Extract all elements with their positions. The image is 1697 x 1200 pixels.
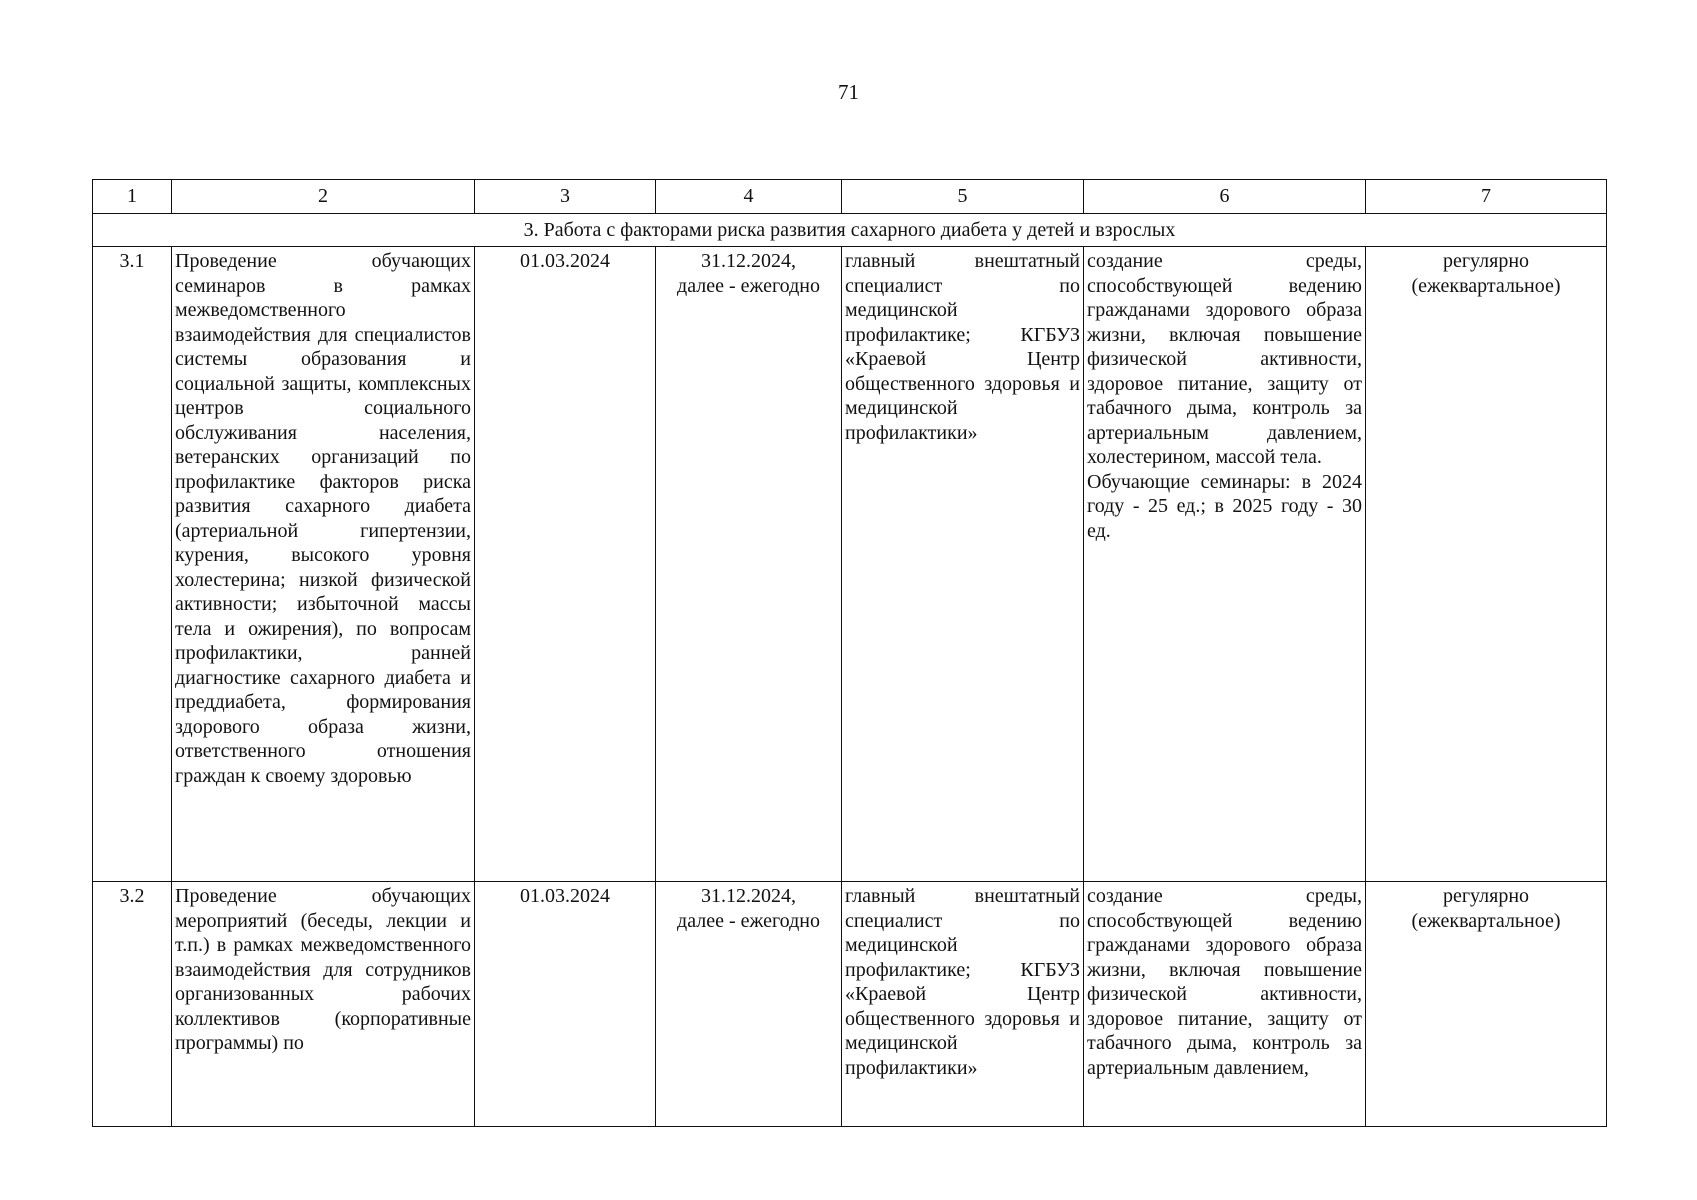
end-date-note: далее - ежегодно: [677, 909, 820, 932]
result-cell: создание среды, способствующей ведению гражданами здорового образа жизни, включая повышение физической активности, здоровое питание, защиту от табачного дыма, контроль за артериальным давлением,: [1084, 882, 1366, 1127]
end-date-note: далее - ежегодно: [677, 274, 820, 297]
end-date: 31.12.2024,: [701, 250, 796, 272]
column-header-5: 5: [842, 180, 1084, 214]
activity-cell: Проведение обучающих семинаров в рамках межведомственного взаимодействия для специалистов системы образования и социальной защиты, комплексных центров социального обслуживания населения, ветеранских организаций по профилактике факторов риска развития сахарного диабета (артериальной гипертензии, курения, высокого уровня холестерина; низкой физической активности; избыточной массы тела и ожирения), по вопросам профилактики, ранней диагностике сахарного диабета и преддиабета, формирования здорового образа жизни, ответственного отношения граждан к своему здоровью: [172, 247, 475, 882]
measures-table: [92, 179, 1607, 1127]
row-number: 3.1: [93, 247, 172, 882]
activity-cell: Проведение обучающих мероприятий (беседы, лекции и т.п.) в рамках межведомственного взаимодействия для сотрудников организованных рабочих коллективов (корпоративные программы) по: [172, 882, 475, 1127]
end-date-cell: [656, 882, 842, 1127]
periodicity-cell: [1366, 247, 1607, 882]
column-header-6: 6: [1084, 180, 1366, 214]
section-title: 3. Работа с факторами риска развития сахарного диабета у детей и взрослых: [93, 214, 1607, 247]
column-number-row: [93, 180, 1607, 214]
end-date: 31.12.2024,: [701, 885, 796, 907]
column-header-7: 7: [1366, 180, 1607, 214]
periodicity-note: (ежеквартальное): [1411, 909, 1561, 932]
end-date-cell: [656, 247, 842, 882]
responsible-cell: главный внештатный специалист по медицинской профилактике; КГБУЗ «Краевой Центр общественного здоровья и медицинской профилактики»: [842, 882, 1084, 1127]
table-row: [93, 247, 1607, 882]
page-number: 71: [838, 80, 859, 104]
periodicity-cell: [1366, 882, 1607, 1127]
result-cell: [1084, 247, 1366, 882]
start-date-cell: 01.03.2024: [475, 247, 656, 882]
result-extra-text: Обучающие семинары: в 2024 году - 25 ед.; в 2025 году - 30 ед.: [1087, 470, 1362, 542]
table-row: [93, 882, 1607, 1127]
column-header-3: 3: [475, 180, 656, 214]
periodicity-note: (ежеквартальное): [1411, 274, 1561, 297]
column-header-1: 1: [93, 180, 172, 214]
column-header-2: 2: [172, 180, 475, 214]
responsible-cell: главный внештатный специалист по медицинской профилактике; КГБУЗ «Краевой Центр общественного здоровья и медицинской профилактики»: [842, 247, 1084, 882]
start-date-cell: 01.03.2024: [475, 882, 656, 1127]
section-row: [93, 214, 1607, 247]
row-number: 3.2: [93, 882, 172, 1127]
column-header-4: 4: [656, 180, 842, 214]
periodicity: регулярно: [1442, 250, 1530, 272]
result-text: создание среды, способствующей ведению гражданами здорового образа жизни, включая повышение физической активности, здоровое питание, защиту от табачного дыма, контроль за артериальным давлением, холестерином, массой тела.: [1087, 250, 1362, 468]
periodicity: регулярно: [1442, 885, 1530, 907]
